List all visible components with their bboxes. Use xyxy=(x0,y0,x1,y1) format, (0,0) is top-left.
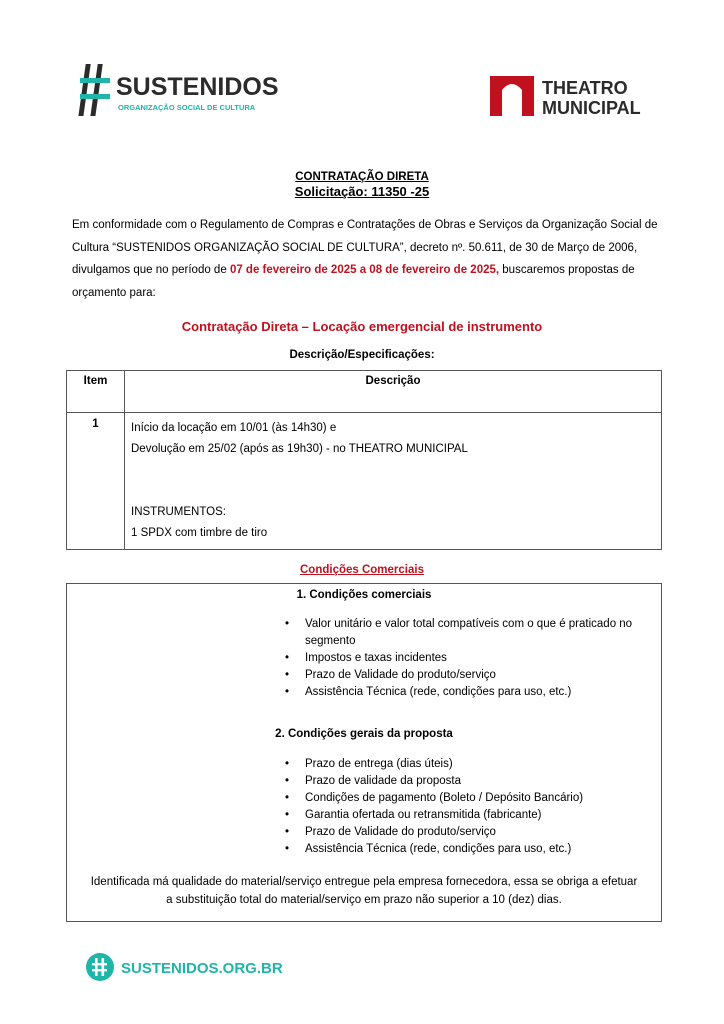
section-1-heading: 1. Condições comerciais xyxy=(296,589,432,601)
intro-text: Em conformidade com o Regulamento de Compras e Contratações de Obras e Serviços da Organização Social de Cultura “SUSTENIDOS ORGANIZAÇÃO SOCIAL DE CULTURA”, decreto nº. 50.611, de 30 de Março de 2006, divulgamos que no período de xyxy=(72,219,658,276)
conditions-box xyxy=(66,583,662,922)
document-title xyxy=(0,170,724,199)
list-item: • Condições de pagamento (Boleto / Depósito Bancário) xyxy=(285,790,655,807)
hashtag-circle-icon xyxy=(86,953,114,981)
sustenidos-logo xyxy=(80,62,279,118)
svg-text:SUSTENIDOS.ORG.BR: SUSTENIDOS.ORG.BR xyxy=(121,960,283,977)
svg-text:THEATRO: THEATRO xyxy=(542,78,628,98)
closing-line: Identificada má qualidade do material/serviço entregue pela empresa fornecedora, essa se obriga a efetuar xyxy=(90,876,638,888)
list-item: • Assistência Técnica (rede, condições para uso, etc.) xyxy=(285,841,655,858)
spec-label: Descrição/Especificações: xyxy=(289,349,435,361)
subject-heading: Contratação Direta – Locação emergencial de instrumento xyxy=(181,319,543,334)
intro-period: 07 de fevereiro de 2025 a 08 de fevereiro de 2025, xyxy=(229,264,500,276)
row-description xyxy=(125,413,662,550)
list-item: • Prazo de Validade do produto/serviço xyxy=(285,667,655,684)
title-line-1: CONTRATAÇÃO DIRETA xyxy=(295,171,429,183)
title-line-2: Solicitação: 11350 -25 xyxy=(294,184,430,199)
svg-text:MUNICIPAL: MUNICIPAL xyxy=(542,98,641,118)
list-item: • Impostos e taxas incidentes xyxy=(285,650,655,667)
items-table xyxy=(66,370,662,550)
description-line: Devolução em 25/02 (após as 19h30) - no THEATRO MUNICIPAL xyxy=(131,443,468,455)
header-description: Descrição xyxy=(125,371,662,413)
list-item: • Garantia ofertada ou retransmitida (fabricante) xyxy=(285,807,655,824)
theatro-municipal-logo xyxy=(490,72,655,120)
list-item: • Prazo de validade da proposta xyxy=(285,773,655,790)
table-header-row xyxy=(67,371,662,413)
list-item: • Assistência Técnica (rede, condições para uso, etc.) xyxy=(285,684,655,701)
section-1-list xyxy=(285,616,655,701)
intro-text-after: buscaremos propostas de orçamento para: xyxy=(72,264,635,299)
section-2-heading: 2. Condições gerais da proposta xyxy=(275,728,453,740)
description-line: INSTRUMENTOS: xyxy=(131,506,226,518)
conditions-title: Condições Comerciais xyxy=(300,564,424,576)
description-line: 1 SPDX com timbre de tiro xyxy=(131,527,268,539)
section-2-list xyxy=(285,756,655,858)
footer-website-link[interactable] xyxy=(86,952,283,982)
list-item: • Prazo de Validade do produto/serviço xyxy=(285,824,655,841)
description-line: Início da locação em 10/01 (às 14h30) e xyxy=(131,422,337,434)
row-item-number: 1 xyxy=(67,413,125,550)
list-item: • Valor unitário e valor total compatíveis com o que é praticado no segmento xyxy=(285,616,655,650)
svg-text:SUSTENIDOS: SUSTENIDOS xyxy=(116,73,279,101)
table-row xyxy=(67,413,662,550)
closing-line: a substituição total do material/serviço em prazo não superior a 10 (dez) dias. xyxy=(166,894,562,906)
intro-paragraph xyxy=(72,214,662,304)
svg-text:ORGANIZAÇÃO SOCIAL DE CULTURA: ORGANIZAÇÃO SOCIAL DE CULTURA xyxy=(118,103,256,112)
arch-logo-icon xyxy=(490,76,534,116)
closing-note xyxy=(67,873,661,909)
hashtag-logo-icon xyxy=(80,62,279,118)
header-item: Item xyxy=(67,371,125,413)
list-item: • Prazo de entrega (dias úteis) xyxy=(285,756,655,773)
